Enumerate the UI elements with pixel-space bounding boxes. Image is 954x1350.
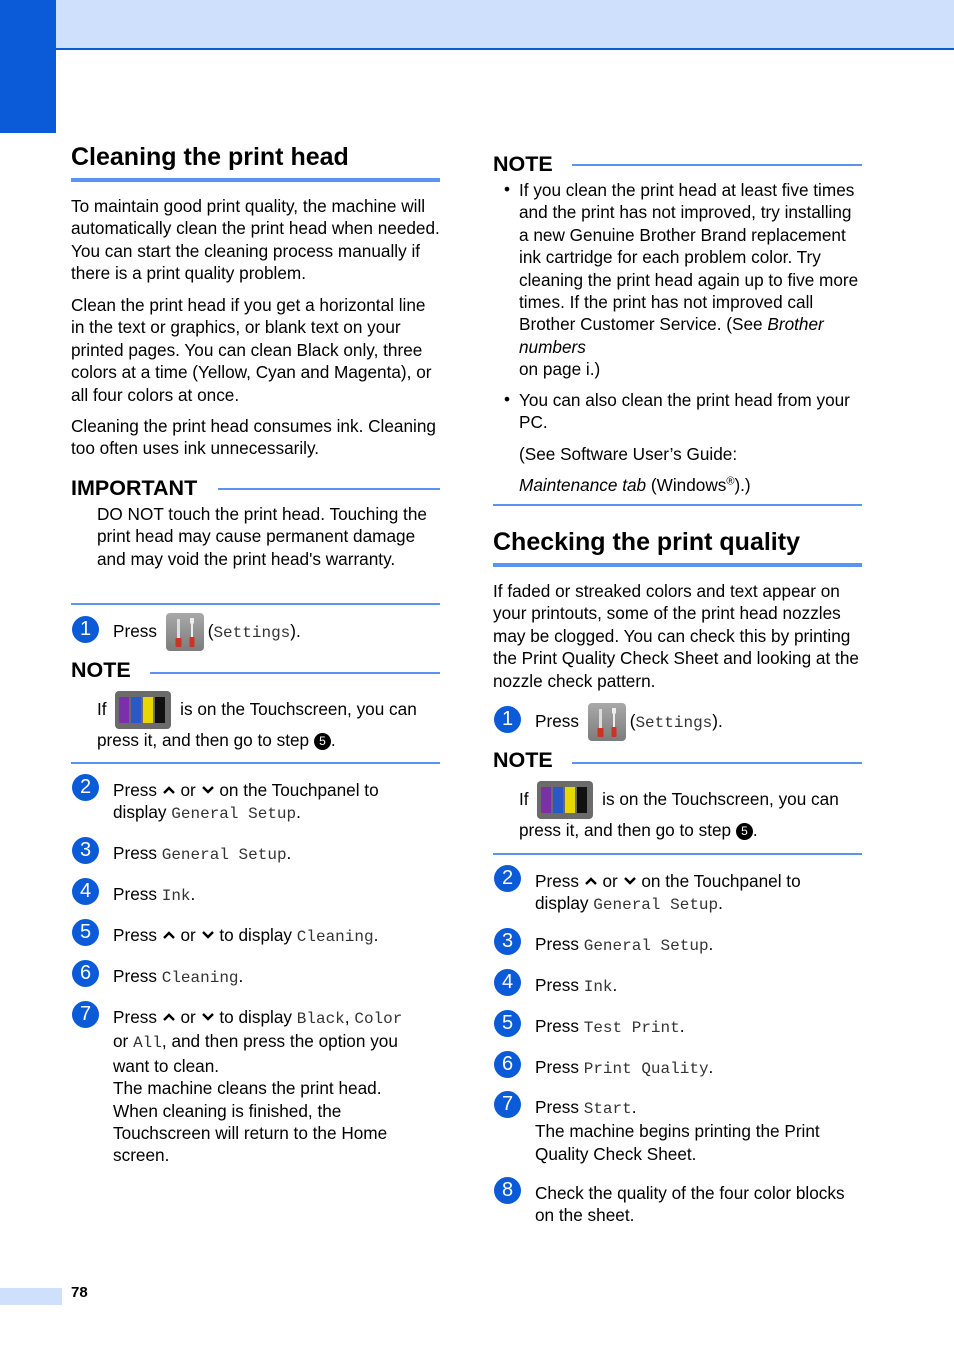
step-number: 1 [72, 616, 99, 643]
note-line2: press it, and then go to step [97, 730, 310, 750]
note-heading: NOTE [71, 658, 131, 682]
note-mid: is on the Touchscreen, you can [180, 699, 417, 719]
chapter-tab [0, 0, 56, 133]
settings-label: Settings [213, 624, 291, 642]
menu-print-quality: Print Quality [583, 1060, 709, 1078]
step-press-text: Press [535, 1016, 579, 1036]
step-number: 2 [494, 865, 521, 892]
step-1-text [113, 612, 301, 652]
registered-mark: ® [726, 475, 735, 488]
step-number: 5 [494, 1010, 521, 1037]
step-number: 3 [494, 928, 521, 955]
note-heading: NOTE [493, 152, 553, 176]
step-number: 6 [494, 1051, 521, 1078]
step-ref-badge: 5 [314, 733, 331, 750]
menu-all: All [133, 1034, 162, 1053]
step-line: on the sheet. [535, 1205, 635, 1226]
step-rest: on the Touchpanel to [219, 780, 379, 800]
important-rule [218, 488, 440, 490]
menu-general-setup: General Setup [583, 937, 709, 955]
menu-ink: Ink [161, 887, 191, 905]
step-press-text: Press [113, 621, 157, 641]
step-press-text: Press [113, 780, 157, 800]
ink-cartridges-icon[interactable] [115, 691, 171, 729]
step-5-text [113, 924, 378, 948]
or-text: or [602, 871, 618, 891]
step-number: 6 [72, 960, 99, 987]
menu-ink: Ink [583, 978, 613, 996]
page-number: 78 [71, 1284, 88, 1301]
or-text: or [180, 925, 196, 945]
step-number: 2 [72, 774, 99, 801]
step-6-text [535, 1056, 713, 1080]
step-line: Check the quality of the four color blocks [535, 1183, 845, 1203]
note-bottom-rule [493, 853, 862, 855]
period: . [631, 1097, 637, 1117]
step-3-text [535, 933, 713, 957]
step-7-text [113, 1006, 443, 1167]
important-text: DO NOT touch the print head. Touching the print head may cause permanent damage and may void the print head's warranty. [97, 504, 427, 569]
section-title-cleaning: Cleaning the print head [71, 143, 349, 171]
note-bullet-2: You can also clean the print head from your PC. [519, 390, 850, 433]
title-underline [71, 178, 440, 182]
bullet-text: ).) [734, 475, 751, 496]
settings-tools-icon[interactable] [588, 703, 626, 741]
paren-close: ). [290, 621, 301, 641]
note-period: . [330, 730, 336, 750]
step-number: 3 [72, 837, 99, 864]
step-line: The machine cleans the print head. [113, 1078, 382, 1099]
menu-cleaning: Cleaning [296, 928, 374, 946]
step-number: 8 [494, 1177, 521, 1204]
step-press-text: Press [113, 1007, 157, 1027]
chevron-up-icon [584, 876, 598, 886]
bullet-dot: • [504, 389, 511, 409]
chevron-up-icon [162, 785, 176, 795]
chevron-up-icon [162, 1012, 176, 1022]
period: . [373, 925, 379, 945]
note-bullet-2-ref [519, 443, 859, 501]
step-line: When cleaning is finished, the [113, 1100, 342, 1121]
menu-black: Black [296, 1010, 345, 1028]
brother-numbers-ref: Brother numbers [519, 314, 824, 357]
note-bottom-rule [71, 762, 440, 764]
note-if: If [519, 789, 529, 809]
note-ink-line1 [519, 780, 864, 819]
step-press-text: Press [535, 711, 579, 731]
period: . [708, 1057, 714, 1077]
note-if: If [97, 699, 107, 719]
note-rule [572, 164, 862, 166]
chevron-down-icon [201, 930, 215, 940]
ink-cartridges-icon[interactable] [537, 781, 593, 819]
header-band [56, 0, 954, 50]
step-1-text [535, 702, 723, 742]
paragraph-clean-when: Clean the print head if you get a horizontal line in the text or graphics, or blank text on your printed pages. You can clean Black only, three colors at a time (Yellow, Cyan and Magenta), or all four colors at once. [71, 295, 432, 405]
period: . [190, 884, 196, 904]
step-number: 1 [494, 706, 521, 733]
menu-general-setup: General Setup [161, 846, 287, 864]
note-rule [150, 672, 440, 674]
chevron-down-icon [201, 1012, 215, 1022]
step-4-text [535, 974, 617, 998]
step-number: 5 [72, 919, 99, 946]
display-text: display [113, 802, 167, 823]
chevron-down-icon [623, 876, 637, 886]
step-rest: to display [219, 925, 292, 945]
chevron-down-icon [201, 785, 215, 795]
or-text: or [180, 780, 196, 800]
note-heading: NOTE [493, 748, 553, 772]
paren-close: ). [712, 711, 723, 731]
step-7-text [535, 1096, 865, 1165]
step-4-text [113, 883, 195, 907]
step-rest: to display [219, 1007, 292, 1027]
menu-start: Start [583, 1100, 632, 1118]
step-line: want to clean. [113, 1055, 220, 1076]
menu-test-print: Test Print [583, 1019, 680, 1037]
menu-cleaning: Cleaning [161, 969, 239, 987]
step-rest: on the Touchpanel to [641, 871, 801, 891]
step-press-text: Press [535, 1097, 579, 1117]
bullet-text: on page i.) [519, 359, 601, 380]
or-text: or [113, 1031, 129, 1052]
display-text: display [535, 893, 589, 914]
step-line: Touchscreen will return to the Home [113, 1123, 388, 1144]
note-period: . [752, 820, 758, 840]
step-2-text [113, 779, 443, 826]
comma: , [344, 1007, 350, 1027]
step-rest: , and then press the option you [161, 1031, 398, 1052]
step-press-text: Press [113, 884, 157, 904]
period: . [718, 893, 723, 914]
step-number: 7 [72, 1001, 99, 1028]
note-mid: is on the Touchscreen, you can [602, 789, 839, 809]
step-press-text: Press [535, 1057, 579, 1077]
step-press-text: Press [535, 975, 579, 995]
paren-open: ( [207, 621, 214, 641]
step-2-text [535, 870, 865, 917]
paren-open: ( [629, 711, 636, 731]
intro-paragraph: To maintain good print quality, the machine will automatically clean the print head when needed. You can start the cleaning process manually if there is a print quality problem. [71, 196, 440, 284]
step-line: screen. [113, 1145, 170, 1166]
period: . [286, 843, 292, 863]
page-number-band [0, 1288, 62, 1305]
note-rule [572, 762, 862, 764]
note-ink-line2 [97, 729, 336, 751]
settings-label: Settings [635, 714, 713, 732]
menu-general-setup: General Setup [593, 896, 719, 915]
or-text: or [180, 1007, 196, 1027]
step-number: 7 [494, 1091, 521, 1118]
step-ref-badge: 5 [736, 823, 753, 840]
step-6-text [113, 965, 243, 989]
menu-general-setup: General Setup [171, 805, 297, 824]
bullet-text: (See Software User’s Guide: [519, 444, 738, 464]
note-bullet-1 [519, 179, 861, 381]
step-press-text: Press [113, 843, 157, 863]
period: . [612, 975, 618, 995]
paragraph-consumes-ink: Cleaning the print head consumes ink. Cleaning too often uses ink unnecessarily. [71, 416, 436, 459]
menu-color: Color [354, 1010, 403, 1028]
period: . [296, 802, 301, 823]
settings-tools-icon[interactable] [166, 613, 204, 651]
step-8-text [535, 1182, 865, 1227]
windows-text: (Windows [650, 475, 727, 496]
step-3-text [113, 842, 291, 866]
step-number: 4 [72, 878, 99, 905]
step-press-text: Press [535, 871, 579, 891]
step-number: 4 [494, 969, 521, 996]
note-ink-line1 [97, 690, 442, 729]
chevron-up-icon [162, 930, 176, 940]
important-bottom-rule [71, 603, 440, 605]
bullet-text: If you clean the print head at least five times and the print has not improved, try installing a new Genuine Brother Brand replacement ink cartridge for each problem color. Try cleaning the print head again up to five more times. If the print has not improved call Brother Customer Service. (See [519, 180, 859, 335]
step-line: Quality Check Sheet. [535, 1143, 697, 1164]
note-ink-line2 [519, 819, 758, 841]
note-bottom-rule [493, 504, 862, 506]
step-5-text [535, 1015, 685, 1039]
period: . [238, 966, 244, 986]
step-press-text: Press [113, 925, 157, 945]
step-press-text: Press [535, 934, 579, 954]
important-heading: IMPORTANT [71, 476, 198, 500]
section-title-checking: Checking the print quality [493, 528, 800, 556]
intro-paragraph: If faded or streaked colors and text appear on your printouts, some of the print head nozzles may be clogged. You can check this by printing the Print Quality Check Sheet and looking at the nozzle check pattern. [493, 581, 859, 691]
bullet-dot: • [504, 179, 511, 199]
title-underline [493, 563, 862, 567]
step-press-text: Press [113, 966, 157, 986]
note-line2: press it, and then go to step [519, 820, 732, 840]
period: . [679, 1016, 685, 1036]
maintenance-tab-ref: Maintenance tab [519, 475, 647, 496]
period: . [708, 934, 714, 954]
step-line: The machine begins printing the Print [535, 1121, 820, 1142]
